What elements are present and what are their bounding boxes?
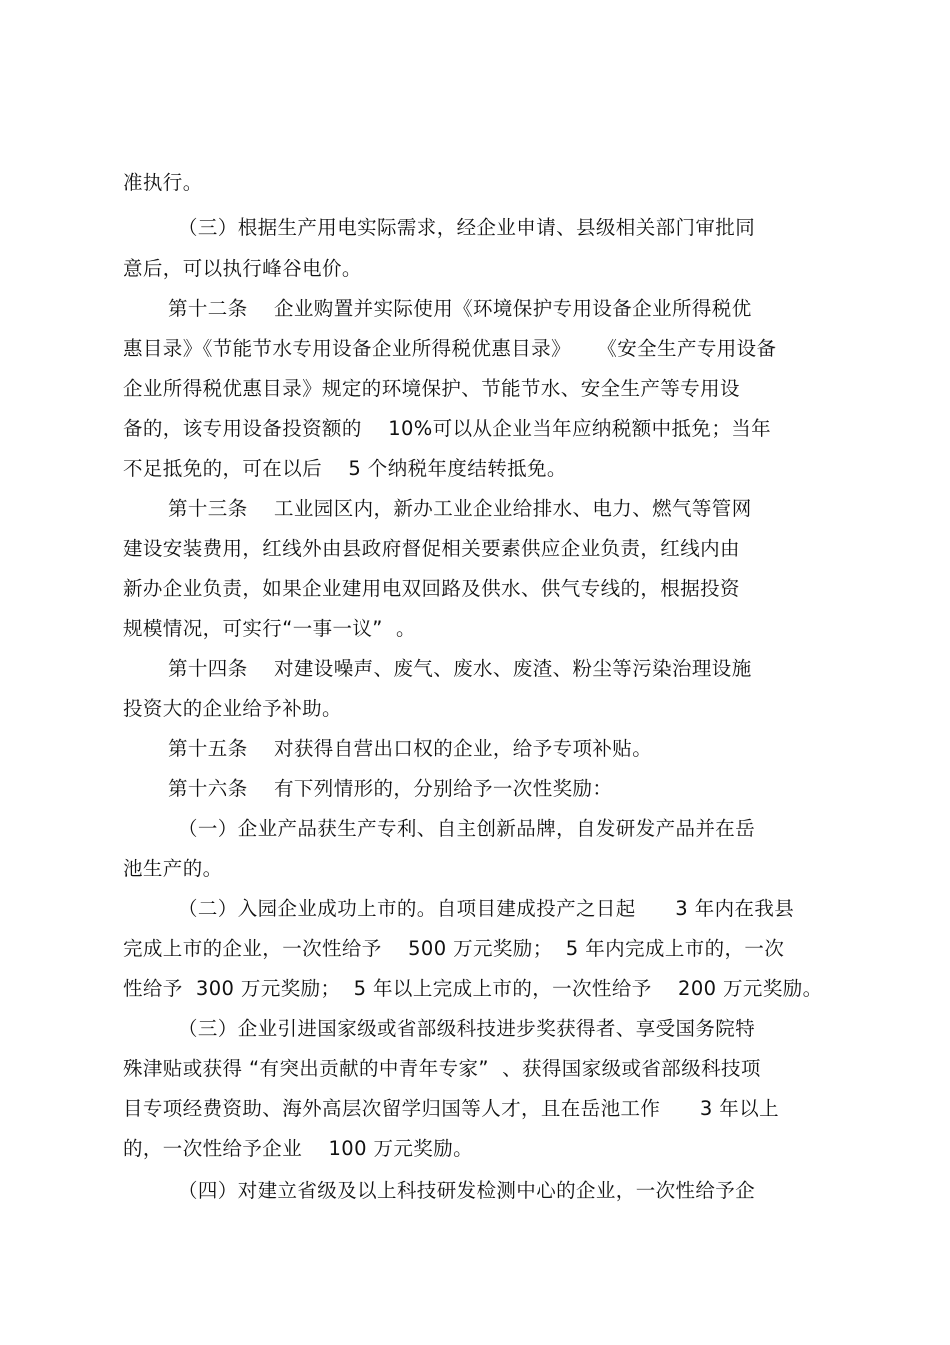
text-line: 规模情况，可实行“一事一议” 。 (123, 617, 416, 640)
text-line: 意后，可以执行峰谷电价。 (123, 257, 362, 280)
text-line: 性给予 300 万元奖励； 5 年以上完成上市的，一次性给予 200 万元奖励。 (123, 977, 823, 1000)
text-line: 池生产的。 (123, 857, 223, 880)
text-line: 完成上市的企业，一次性给予 500 万元奖励； 5 年内完成上市的，一次 (123, 937, 785, 960)
article-14-heading: 第十四条 对建设噪声、废气、废水、废渣、粉尘等污染治理设施 (168, 657, 752, 680)
text-line: 殊津贴或获得 “有突出贡献的中青年专家” 、获得国家级或省部级科技项 (123, 1057, 761, 1080)
text-line: 的，一次性给予企业 100 万元奖励。 (123, 1137, 474, 1160)
article-15-heading: 第十五条 对获得自营出口权的企业，给予专项补贴。 (168, 737, 653, 760)
text-line: 惠目录》《节能节水专用设备企业所得税优惠目录》 《安全生产专用设备 (123, 337, 777, 360)
article-12-heading: 第十二条 企业购置并实际使用《环境保护专用设备企业所得税优 (168, 297, 752, 320)
article-13-heading: 第十三条 工业园区内，新办工业企业给排水、电力、燃气等管网 (168, 497, 752, 520)
text-line: 新办企业负责，如果企业建用电双回路及供水、供气专线的，根据投资 (123, 577, 740, 600)
paragraph-start: （一）企业产品获生产专利、自主创新品牌，自发研发产品并在岳 (178, 817, 756, 840)
paragraph-start: （二）入园企业成功上市的。自项目建成投产之日起 3 年内在我县 (178, 897, 795, 920)
text-line: 备的，该专用设备投资额的 10%可以从企业当年应纳税额中抵免；当年 (123, 417, 772, 440)
text-line: 企业所得税优惠目录》规定的环境保护、节能节水、安全生产等专用设 (123, 377, 740, 400)
paragraph-start: （三）根据生产用电实际需求，经企业申请、县级相关部门审批同 (178, 216, 756, 239)
text-line: 目专项经费资助、海外高层次留学归国等人才，且在岳池工作 3 年以上 (123, 1097, 779, 1120)
paragraph-start: （四）对建立省级及以上科技研发检测中心的企业，一次性给予企 (178, 1179, 756, 1202)
text-line: 建设安装费用，红线外由县政府督促相关要素供应企业负责，红线内由 (123, 537, 740, 560)
text-line: 投资大的企业给予补助。 (123, 697, 342, 720)
article-16-heading: 第十六条 有下列情形的，分别给予一次性奖励： (168, 777, 613, 800)
paragraph-start: （三）企业引进国家级或省部级科技进步奖获得者、享受国务院特 (178, 1017, 756, 1040)
text-line: 不足抵免的，可在以后 5 个纳税年度结转抵免。 (123, 457, 567, 480)
text-line: 准执行。 (123, 171, 203, 194)
